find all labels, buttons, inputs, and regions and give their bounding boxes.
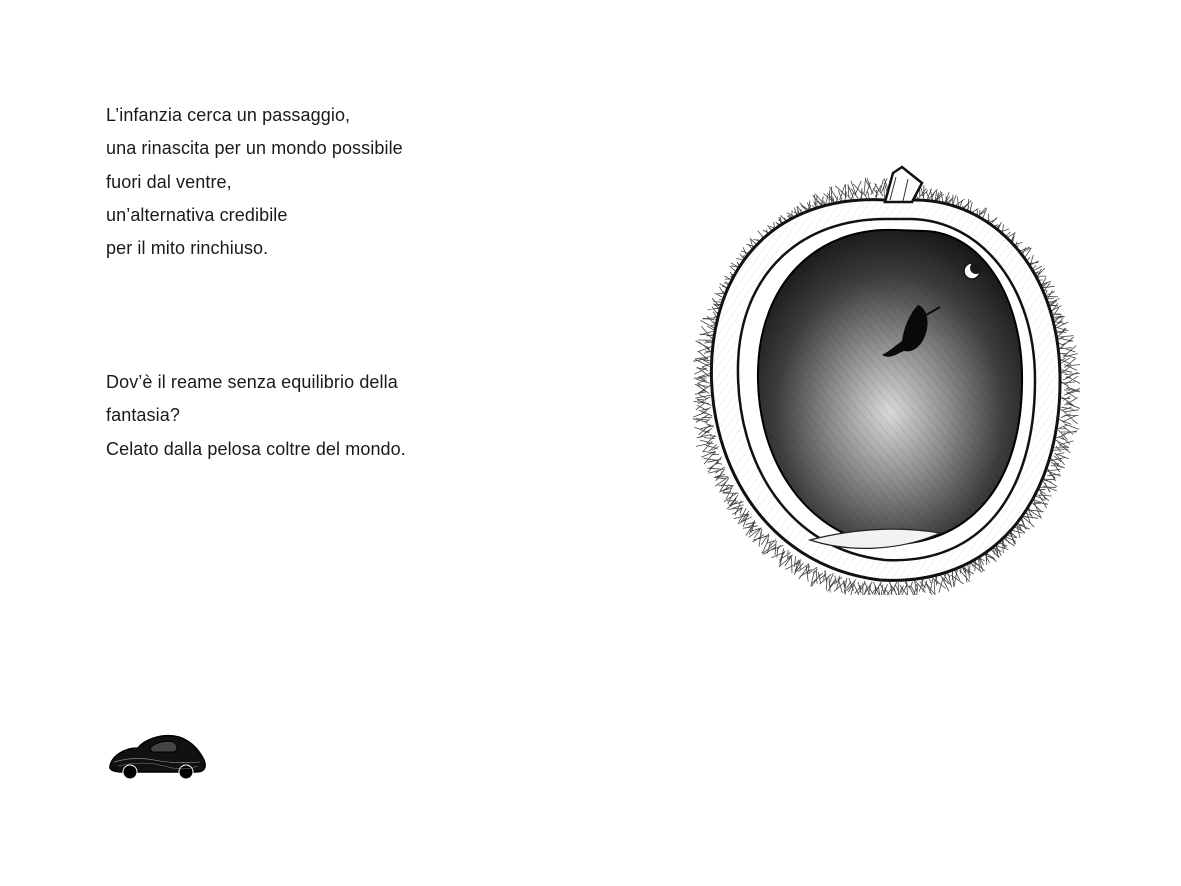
poem-line: L’infanzia cerca un passaggio, [106,105,351,125]
poem-line: Dov’è il reame senza equilibrio della [106,372,398,392]
fruit-illustration [690,155,1080,595]
poem-line: fuori dal ventre, [106,171,232,192]
poem-stanza-2 [106,366,406,466]
car-icon [104,726,210,782]
poem-stanza-1 [106,99,403,265]
poem-line: un’alternativa credibile [106,204,288,225]
poem-line: per il mito rinchiuso. [106,238,269,259]
poem-line: fantasia? [106,405,180,426]
poem-line: una rinascita per un mondo possibile [106,138,403,159]
poem-line: Celato dalla pelosa coltre del mondo. [106,438,406,459]
